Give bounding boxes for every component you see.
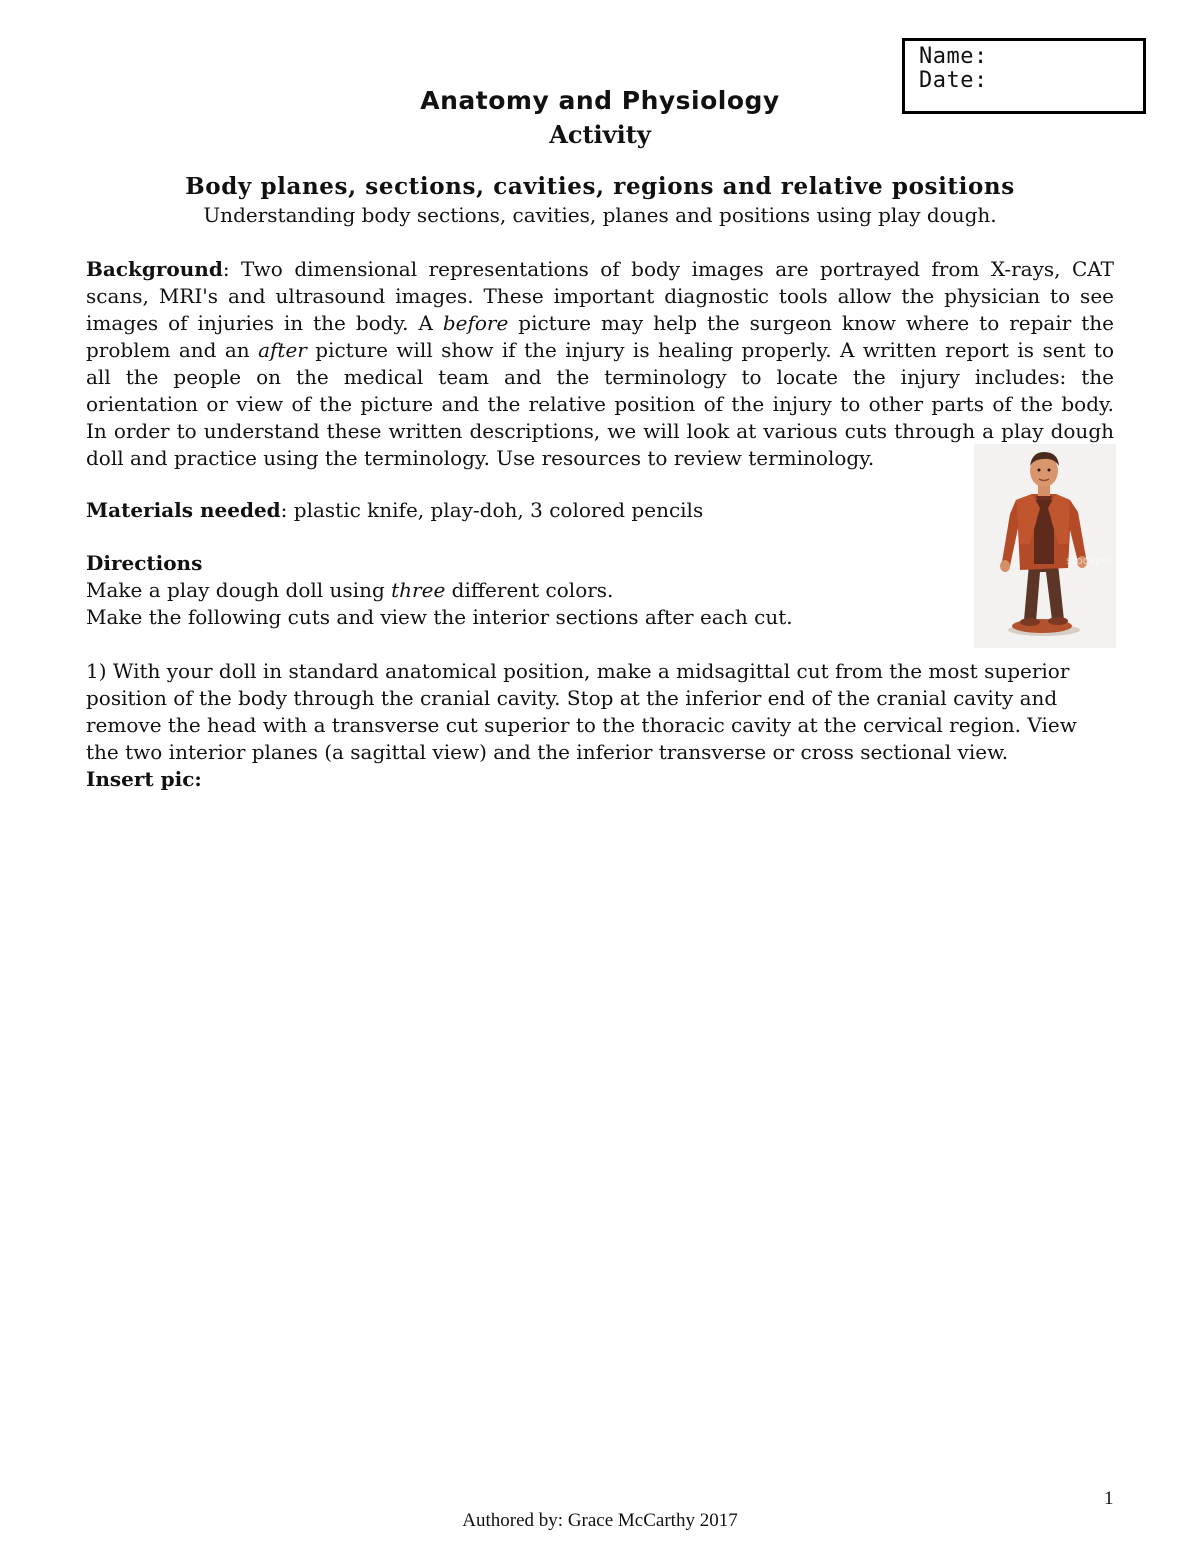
topic-subtitle: Understanding body sections, cavities, planes and positions using play dough.: [203, 203, 997, 227]
play-dough-doll-image: [974, 444, 1116, 648]
directions-heading: Directions: [86, 551, 203, 575]
stockpic-watermark: stockpic: [1066, 554, 1112, 567]
three-emphasis: three: [391, 578, 446, 602]
materials-label: Materials needed: [86, 498, 281, 522]
course-title: Anatomy and Physiology: [420, 86, 780, 115]
page-number: 1: [1104, 1488, 1114, 1509]
name-label: Name:: [919, 44, 988, 69]
insert-pic-label: Insert pic:: [86, 767, 202, 791]
topic-title: Body planes, sections, cavities, regions and relative positions: [185, 173, 1015, 200]
after-emphasis: after: [258, 338, 307, 362]
background-label: Background: [86, 257, 223, 281]
background-paragraph: Background: Two dimensional representations of body images are portrayed from X-rays, CAT scans, MRI's and ultrasound images. These important diagnostic tools allow the physician to see images of injuries in the body. A before picture may help the surgeon know where to repair the problem and an after picture will show if the injury is healing properly. A written report is sent to all the people on the medical team and the terminology to locate the injury includes: the orientation or view of the picture and the relative position of the injury to other parts of the body. In order to understand these written descriptions, we will look at various cuts through a play dough doll and practice using the terminology. Use resources to review terminology.: [86, 257, 1115, 470]
doll-illustration: [974, 444, 1116, 648]
materials-paragraph: Materials needed: plastic knife, play-doh, 3 colored pencils: [86, 498, 704, 522]
author-footer: Authored by: Grace McCarthy 2017: [462, 1510, 738, 1531]
step-1-paragraph: 1) With your doll in standard anatomical position, make a midsagittal cut from the most superior position of the body through the cranial cavity. Stop at the inferior end of the cranial cavity and remove the head with a transverse cut superior to the thoracic cavity at the cervical region. View the two interior planes (a sagittal view) and the inferior transverse or cross sectional view. Insert pic:: [86, 659, 1077, 791]
date-label: Date:: [919, 68, 988, 93]
before-emphasis: before: [442, 311, 509, 335]
activity-title: Activity: [549, 120, 651, 149]
directions-section: Directions Make a play dough doll using three different colors. Make the following cuts and view the interior sections after each cut.: [86, 551, 793, 629]
